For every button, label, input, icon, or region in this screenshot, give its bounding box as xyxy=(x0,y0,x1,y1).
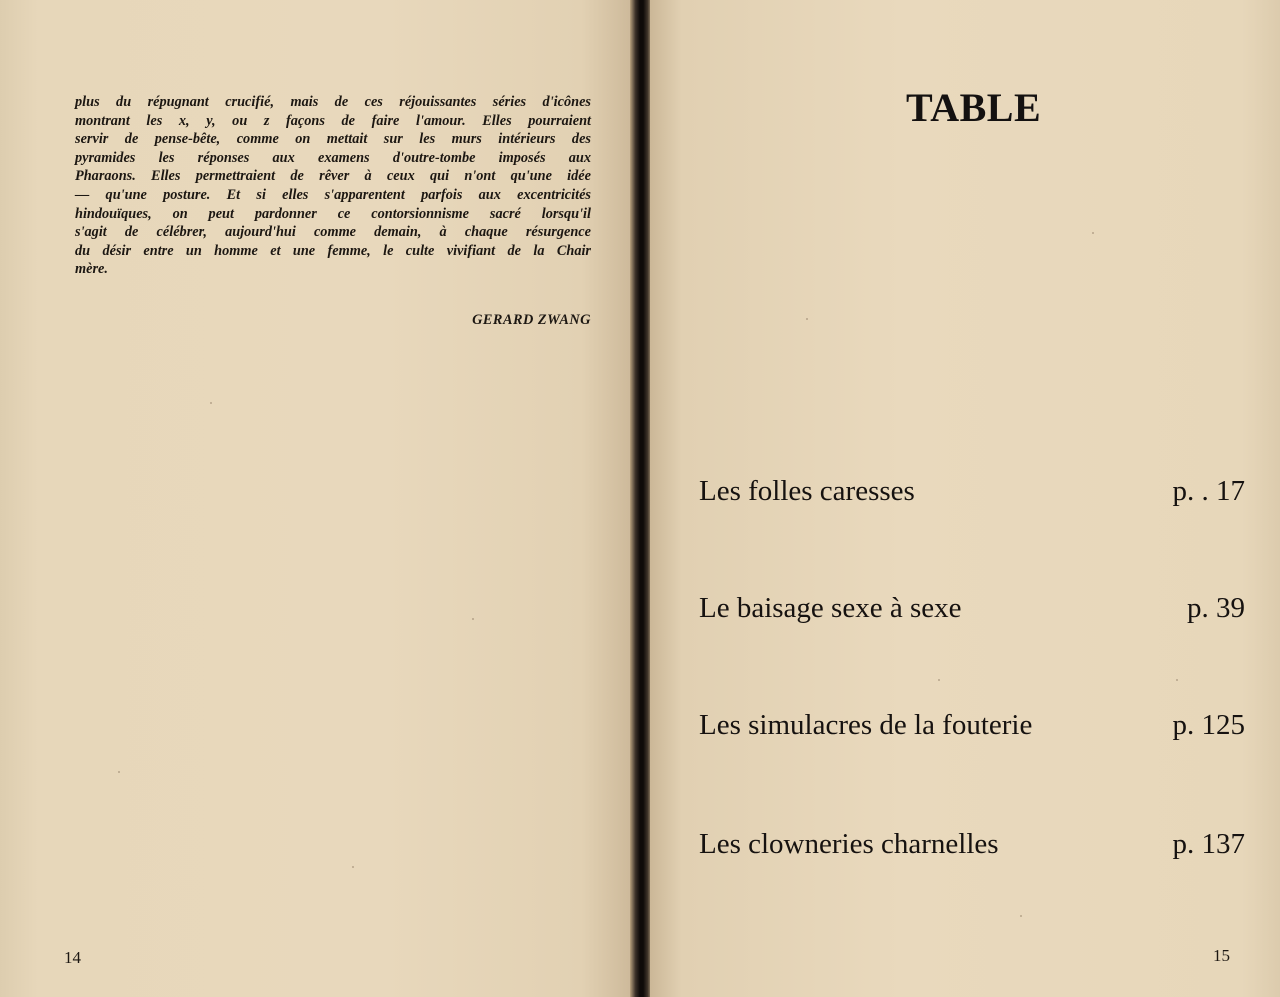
toc-entry-page: p. 137 xyxy=(1172,828,1245,860)
toc-entry[interactable] xyxy=(699,475,1245,515)
body-text xyxy=(75,93,591,279)
text-line: s'agit de célébrer, aujourd'hui comme demain, à chaque résurgence xyxy=(75,224,591,241)
left-page xyxy=(0,0,632,997)
author-signature: GERARD ZWANG xyxy=(472,312,591,328)
table-of-contents-title: TABLE xyxy=(906,85,1042,130)
paper-speck xyxy=(210,402,212,404)
text-line: hindouïques, on peut pardonner ce contorsionnisme sacré lorsqu'il xyxy=(75,205,591,222)
paper-speck xyxy=(1020,915,1022,917)
paper-speck xyxy=(118,771,120,773)
toc-entry-title: Les simulacres de la fouterie xyxy=(699,709,1033,741)
paper-speck xyxy=(472,618,474,620)
toc-entry-page: p. . 17 xyxy=(1172,475,1245,507)
text-line: montrant les x, y, ou z façons de faire l'amour. Elles pourraient xyxy=(75,112,591,129)
paper-speck xyxy=(1092,232,1094,234)
text-line: — qu'une posture. Et si elles s'apparentent parfois aux excentricités xyxy=(75,186,591,203)
toc-entry-page: p. 39 xyxy=(1187,592,1245,624)
paper-speck xyxy=(1176,679,1178,681)
page-number-right: 15 xyxy=(1213,946,1230,965)
text-line: Pharaons. Elles permettraient de rêver à ceux qui n'ont qu'une idée xyxy=(75,168,591,185)
text-line: mère. xyxy=(75,261,108,278)
paper-speck xyxy=(806,318,808,320)
toc-entry-title: Les clowneries charnelles xyxy=(699,828,999,860)
text-line: pyramides les réponses aux examens d'outre-tombe imposés aux xyxy=(75,149,591,166)
text-line: servir de pense-bête, comme on mettait sur les murs intérieurs des xyxy=(75,131,591,148)
toc-entry-title: Les folles caresses xyxy=(699,475,915,507)
paper-speck xyxy=(938,679,940,681)
toc-entry-title: Le baisage sexe à sexe xyxy=(699,592,962,624)
toc-entry-page: p. 125 xyxy=(1172,709,1245,741)
page-number-left: 14 xyxy=(64,948,81,967)
paper-speck xyxy=(352,866,354,868)
toc-entry[interactable] xyxy=(699,709,1245,749)
toc-entry[interactable] xyxy=(699,592,1245,632)
text-line: du désir entre un homme et une femme, le culte vivifiant de la Chair xyxy=(75,242,591,259)
toc-entry[interactable] xyxy=(699,828,1245,868)
text-line: plus du répugnant crucifié, mais de ces réjouissantes séries d'icônes xyxy=(75,94,591,110)
book-gutter xyxy=(630,0,652,997)
table-of-contents xyxy=(699,0,1245,997)
